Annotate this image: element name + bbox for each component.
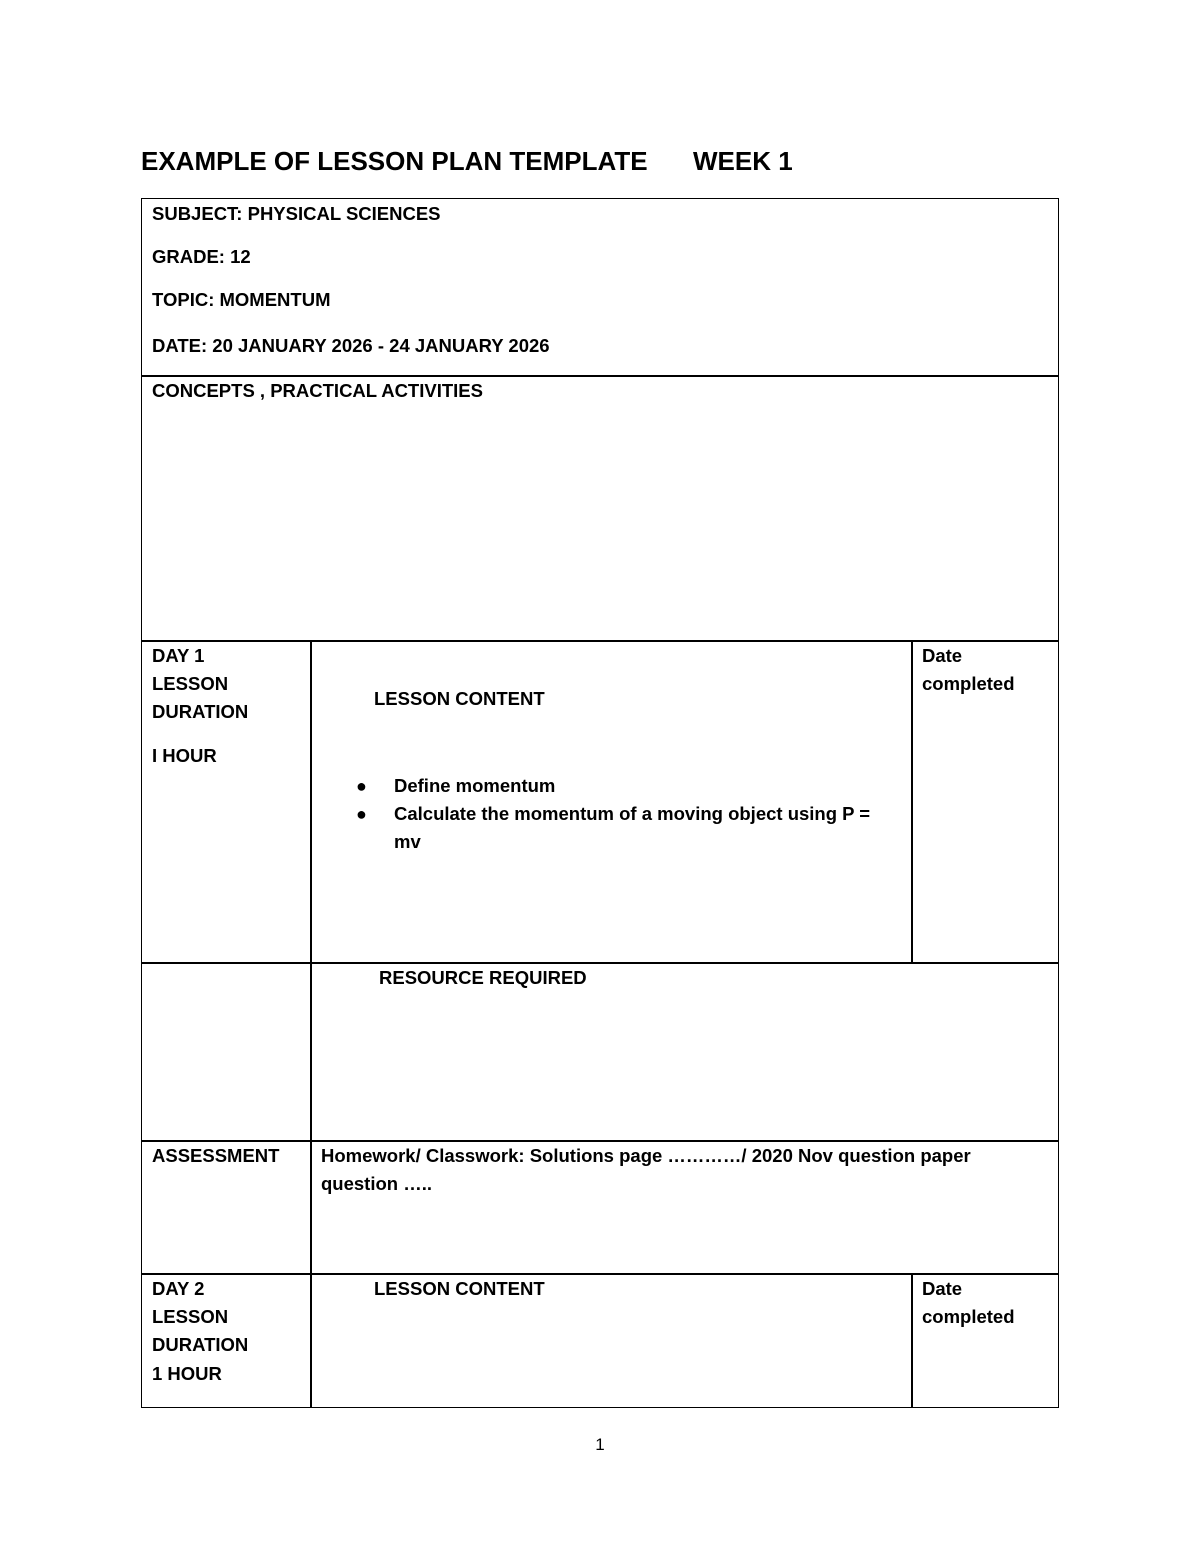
page-number: 1 <box>595 1435 605 1454</box>
day1-objectives-list <box>356 772 886 856</box>
day2-day: DAY 2 <box>152 1278 205 1299</box>
lesson-plan-table <box>141 198 1059 1408</box>
concepts-cell <box>141 375 1059 642</box>
bullet-icon: ● <box>356 804 367 824</box>
grade-text: GRADE: 12 <box>152 246 251 267</box>
assessment-label-cell <box>141 1140 312 1275</box>
concepts-label: CONCEPTS , PRACTICAL ACTIVITIES <box>152 380 483 401</box>
document-title: EXAMPLE OF LESSON PLAN TEMPLATE <box>141 146 648 176</box>
bullet-icon: ● <box>356 776 367 796</box>
day1-lesson: LESSON <box>152 673 229 694</box>
day1-day: DAY 1 <box>152 645 205 666</box>
subject-text: SUBJECT: PHYSICAL SCIENCES <box>152 203 441 224</box>
day1-info-cell <box>141 640 312 964</box>
resources-cell <box>310 962 1059 1142</box>
day1-content-cell <box>310 640 913 964</box>
resources-left-cell <box>141 962 312 1142</box>
day2-date-completed: Date completed <box>922 1278 1015 1327</box>
assessment-label: ASSESSMENT <box>152 1145 280 1166</box>
topic-text: TOPIC: MOMENTUM <box>152 289 331 310</box>
assessment-cell <box>310 1140 1059 1275</box>
resources-heading: RESOURCE REQUIRED <box>379 967 587 988</box>
date-text: DATE: 20 JANUARY 2026 - 24 JANUARY 2026 <box>152 335 550 356</box>
assessment-text: Homework/ Classwork: Solutions page …………/ 2020 Nov question paper question ….. <box>321 1145 971 1194</box>
day2-content-cell <box>310 1273 913 1408</box>
week-label: WEEK 1 <box>693 146 793 176</box>
day2-content-heading: LESSON CONTENT <box>374 1278 545 1299</box>
day2-hours: 1 HOUR <box>152 1363 222 1384</box>
day1-hours: I HOUR <box>152 745 217 766</box>
list-item: ● Define momentum <box>356 772 886 800</box>
info-cell <box>141 198 1059 377</box>
list-item: ● Calculate the momentum of a moving object using P = mv <box>356 800 886 856</box>
day2-info-cell <box>141 1273 312 1408</box>
day1-date-completed: Date completed <box>922 645 1015 694</box>
day2-date-cell <box>911 1273 1059 1408</box>
day1-duration: DURATION <box>152 701 249 722</box>
day1-content-heading: LESSON CONTENT <box>374 688 545 709</box>
day2-duration: DURATION <box>152 1334 249 1355</box>
day2-lesson: LESSON <box>152 1306 229 1327</box>
day1-date-cell <box>911 640 1059 964</box>
